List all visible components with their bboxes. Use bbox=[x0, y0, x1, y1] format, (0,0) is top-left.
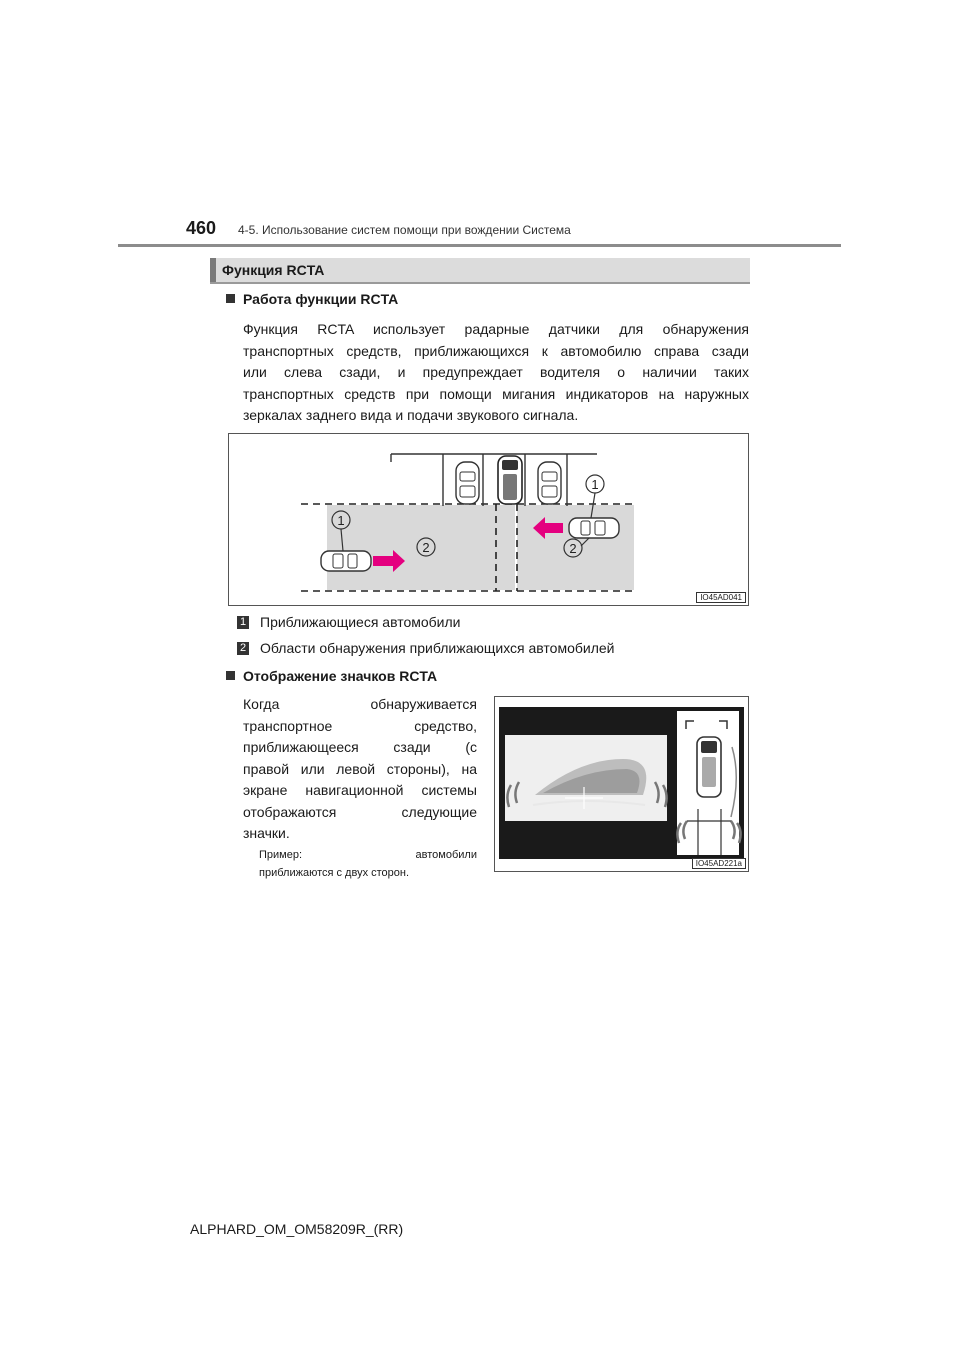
figure-code: IO45AD041 bbox=[696, 592, 746, 603]
text-line: Функция RCTA использует радарные датчики для обнаружения bbox=[243, 321, 749, 337]
approaching-car-right bbox=[569, 518, 619, 538]
top-down-view bbox=[677, 711, 741, 855]
subheading-text: Работа функции RCTA bbox=[243, 291, 399, 307]
subheading-text: Отображение значков RCTA bbox=[243, 668, 438, 684]
parked-car-own bbox=[498, 456, 522, 504]
legend-text: Приближающиеся автомобили bbox=[260, 614, 461, 630]
text-line: экране навигационной системы bbox=[243, 782, 477, 798]
document-id: ALPHARD_OM_OM58209R_(RR) bbox=[190, 1221, 404, 1237]
parked-car-right bbox=[538, 462, 561, 504]
section-title: Функция RCTA bbox=[222, 262, 325, 278]
page-number: 460 bbox=[186, 218, 217, 238]
paragraph-rcta-operation bbox=[243, 319, 749, 427]
text-line: Когда обнаруживается bbox=[243, 696, 477, 712]
legend-text: Области обнаружения приближающихся автомобилей bbox=[260, 640, 615, 656]
text-line: отображаются следующие bbox=[243, 803, 477, 820]
header-rule bbox=[118, 244, 841, 247]
example-note bbox=[259, 846, 477, 882]
note-line: Пример: автомобили bbox=[259, 849, 477, 861]
legend-item-1 bbox=[237, 614, 461, 630]
rear-camera-view bbox=[505, 735, 667, 821]
detection-zone-left bbox=[327, 505, 515, 590]
text-line: значки. bbox=[243, 825, 290, 841]
square-bullet-icon bbox=[226, 671, 235, 680]
legend-number: 1 bbox=[237, 616, 249, 629]
navigation-screen-svg bbox=[495, 697, 748, 871]
text-line: транспортных средств при помощи мигания индикаторов на наружных bbox=[243, 385, 749, 402]
text-line: приближающееся сзади (с bbox=[243, 739, 477, 755]
text-line: или слева сзади, и предупреждает водителя о наличии таких bbox=[243, 364, 749, 380]
callout-1-left: 1 bbox=[337, 513, 345, 528]
callout-1-right: 1 bbox=[591, 477, 599, 492]
callout-2-right: 2 bbox=[569, 541, 577, 556]
text-line: правой или левой стороны), на bbox=[243, 760, 477, 777]
text-line: транспортное средство, bbox=[243, 717, 477, 734]
rcta-parking-diagram bbox=[228, 433, 749, 606]
text-line: зеркалах заднего вида и подачи звукового сигнала. bbox=[243, 407, 579, 423]
section-path: 4-5. Использование систем помощи при вождении Система bbox=[238, 223, 571, 237]
navigation-screen-figure bbox=[494, 696, 749, 872]
square-bullet-icon bbox=[226, 294, 235, 303]
approaching-car-left bbox=[321, 551, 371, 571]
callout-2-left: 2 bbox=[422, 540, 430, 555]
subheading-rcta-icons bbox=[226, 668, 437, 684]
text-line: транспортных средств, приближающихся к автомобилю справа сзади bbox=[243, 342, 749, 359]
parked-car-left bbox=[456, 462, 479, 504]
legend-item-2 bbox=[237, 640, 615, 656]
figure-code: IO45AD221a bbox=[692, 858, 746, 869]
legend-number: 2 bbox=[237, 642, 249, 655]
paragraph-rcta-icons bbox=[243, 694, 477, 845]
parking-diagram-svg bbox=[229, 434, 748, 605]
subheading-rcta-operation bbox=[226, 291, 398, 307]
note-line: приближаются с двух сторон. bbox=[259, 867, 410, 879]
